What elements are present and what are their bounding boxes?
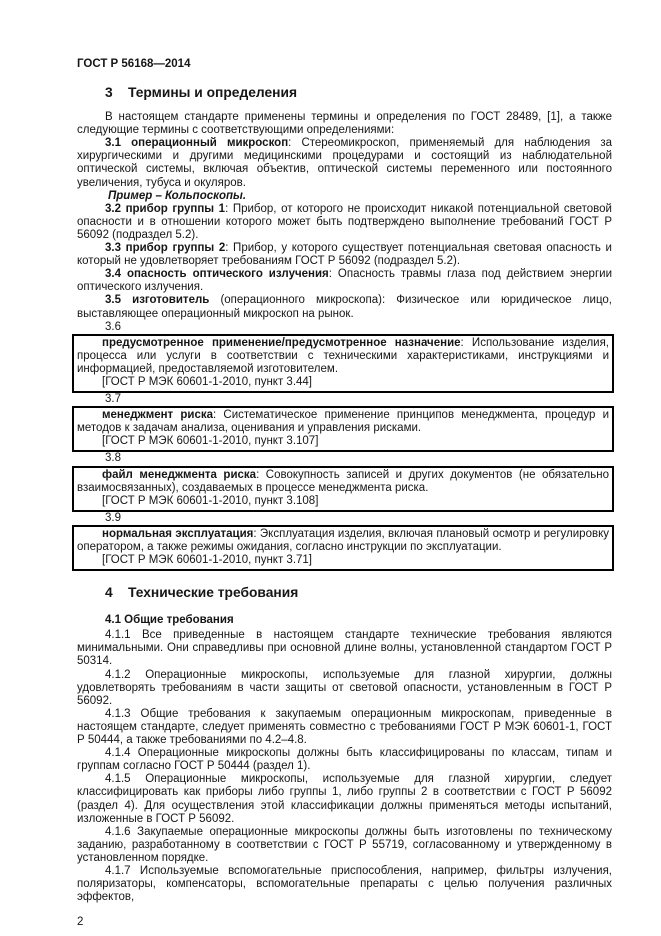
document-header: ГОСТ Р 56168—2014 (77, 58, 191, 70)
clause-number: 4.1.4 (105, 747, 131, 760)
clause-4-1-1 (77, 629, 612, 668)
clause-4-1-7 (77, 865, 612, 904)
term-definition: : Прибор, от которого не происходит никакой потенциальной световой опасности и в отношении которого может быть подтверждено выполнение требований ГОСТ Р 56092 (подраздел 5.2). (77, 202, 612, 241)
clause-4-1-4 (77, 747, 612, 773)
term-definition: : Использование изделия, процесса или услуги в соответствии с техническими характеристиками, инструкциями и информацией, предоставляемой изготовителем. (77, 336, 610, 375)
term-name: опасность оптического излучения (126, 268, 329, 281)
term-number-3-9: 3.9 (105, 511, 121, 524)
clause-text: Все приведенные в настоящем стандарте технические требования являются минимальными. Они справедливы при основной длине волны, установленной стандартом ГОСТ Р 50314. (77, 629, 612, 668)
definition-box-3-9 (72, 525, 614, 571)
term-number: 3.5 (105, 294, 121, 307)
definition-box-3-6 (72, 334, 614, 393)
term-number: 3.1 (105, 137, 121, 150)
clause-number: 4.1.7 (105, 864, 131, 877)
clause-text: Используемые вспомогательные приспособления, например, фильтры излучения, поляризаторы, компенсаторы, вспомогательные препараты с целью получения различных эффектов, (77, 864, 612, 904)
term-number: 3.4 (105, 268, 121, 281)
section-4-number: 4 (105, 585, 113, 601)
clause-text: Операционные микроскопы, используемые для глазной хирургии, следует классифицировать как приборы либо группы 1, либо группы 2 в соответствии с ГОСТ Р 56092 (раздел 4). Для осуществления этой классификации должны применяться методы испытаний, изложенные в ГОСТ Р 56092. (77, 773, 612, 825)
boxed-definition (77, 528, 609, 554)
term-3-2 (77, 203, 612, 242)
term-3-5 (77, 294, 612, 320)
term-definition: : Систематическое применение принципов менеджмента, процедур и методов к задачам анализа, оценивания и управления рисками. (77, 409, 610, 435)
section-4-heading (77, 585, 612, 601)
section-3-title: Термины и определения (128, 85, 298, 101)
clause-text: Закупаемые операционные микроскопы должны быть изготовлены по техническому заданию, разработанному в соответствии с ГОСТ Р 55719, согласованному и утвержденному в установленном порядке. (77, 825, 612, 864)
definition-source: [ГОСТ Р МЭК 60601-1-2010, пункт 3.108] (102, 494, 319, 507)
clause-4-1-2 (77, 669, 612, 708)
term-name: предусмотренное применение/предусмотренное назначение (102, 336, 461, 349)
term-name: нормальная эксплуатация (102, 527, 254, 540)
term-name: менеджмент риска (102, 409, 214, 422)
clause-number: 4.1.5 (105, 773, 131, 786)
clause-number: 4.1.2 (105, 668, 131, 681)
clause-text: Операционные микроскопы, используемые для глазной хирургии, должны удовлетворять требованиям в части защиты от световой опасности, установленным в ГОСТ Р 56092. (77, 668, 612, 707)
term-definition: : Совокупность записей и других документов (не обязательно взаимосвязанных), создаваемых в процессе менеджмента риска. (77, 468, 609, 494)
definition-source: [ГОСТ Р МЭК 60601-1-2010, пункт 3.71] (102, 554, 313, 567)
intro-paragraph: В настоящем стандарте применены термины и определения по ГОСТ 28489, [1], а также следующие термины с соответствующими определениями: (77, 111, 612, 137)
subsection-4-1-heading: 4.1 Общие требования (105, 614, 234, 627)
section-3-number: 3 (105, 85, 113, 101)
clause-4-1-5 (77, 773, 612, 825)
clause-number: 4.1.3 (105, 707, 131, 720)
boxed-definition (77, 409, 609, 435)
term-number-3-6: 3.6 (105, 320, 121, 333)
clause-number: 4.1.1 (105, 629, 131, 642)
term-name: операционный микроскоп (131, 137, 289, 150)
boxed-definition (77, 337, 609, 376)
clause-4-1-3 (77, 708, 612, 747)
definition-box-3-7 (72, 406, 614, 452)
page-number: 2 (77, 916, 84, 929)
definition-box-3-8 (72, 466, 614, 512)
term-3-3 (77, 242, 612, 268)
term-definition: (операционного микроскопа): Физическое или юридическое лицо, выставляющее операционный микроскоп на рынок. (77, 294, 612, 320)
term-3-1 (77, 137, 612, 189)
section-4-title: Технические требования (128, 585, 299, 601)
boxed-definition (77, 469, 609, 495)
clause-number: 4.1.6 (105, 825, 131, 838)
definition-source: [ГОСТ Р МЭК 60601-1-2010, пункт 3.107] (102, 435, 319, 448)
term-number-3-8: 3.8 (105, 452, 121, 465)
term-name: прибор группы 1 (125, 202, 226, 215)
term-definition: : Стереомикроскоп, применяемый для наблюдения за хирургическими и другими медицинскими процедурами и состоящий из наблюдательной оптической системы, включая объектив, оптической системы переменного или постоянного увеличения, тубуса и окуляров. (77, 137, 612, 189)
term-definition: : Прибор, у которого существует потенциальная световая опасность и который не удовлетворяет требованиям ГОСТ Р 56092 (подраздел 5.2). (77, 242, 612, 268)
term-name: изготовитель (132, 294, 210, 307)
definition-source: [ГОСТ Р МЭК 60601-1-2010, пункт 3.44] (102, 375, 313, 388)
clause-text: Общие требования к закупаемым операционным микроскопам, приведенные в настоящем стандарте, следует применять совместно с требованиями ГОСТ Р МЭК 60601-1, ГОСТ Р 50444, а также требованиями по 4.2–4.8. (77, 707, 612, 747)
term-name: файл менеджмента риска (102, 468, 257, 481)
term-name: прибор группы 2 (125, 242, 226, 255)
clause-4-1-6 (77, 826, 612, 865)
term-definition: : Опасность травмы глаза под действием энергии оптического излучения. (77, 268, 612, 294)
section-3-heading (77, 85, 612, 101)
term-definition: : Эксплуатация изделия, включая плановый осмотр и регулировку оператором, а также режимы ожидания, согласно инструкции по эксплуатации. (77, 527, 609, 553)
term-3-4 (77, 268, 612, 294)
term-number: 3.2 (105, 202, 121, 215)
term-number: 3.3 (105, 242, 121, 255)
clause-text: Операционные микроскопы должны быть классифицированы по классам, типам и группам согласно ГОСТ Р 50444 (раздел 1). (77, 747, 612, 773)
example-line: Пример – Кольпоскопы. (108, 189, 247, 202)
term-number-3-7: 3.7 (105, 393, 121, 406)
